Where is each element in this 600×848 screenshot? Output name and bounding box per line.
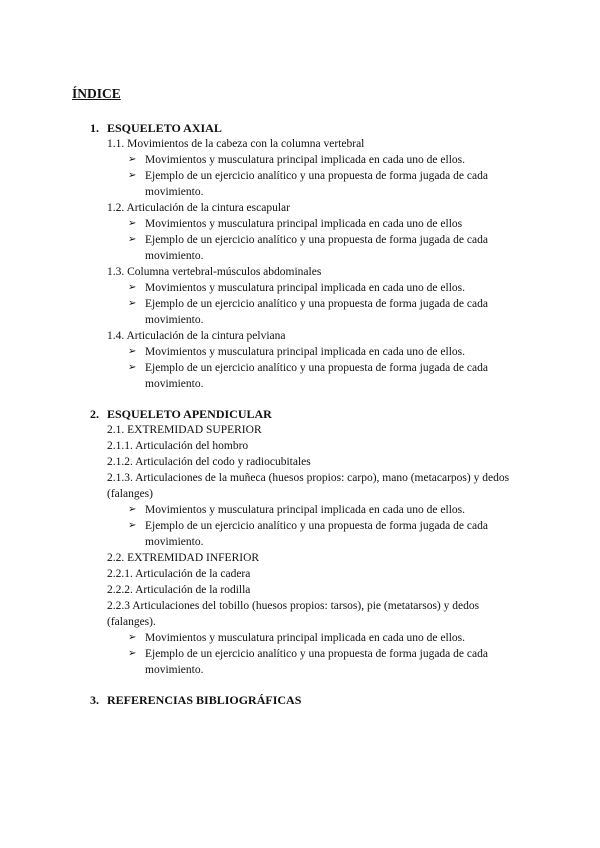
section-number: 3.: [90, 693, 99, 707]
list-item: ➢ Movimientos y musculatura principal implicada en cada uno de ellos.: [128, 346, 465, 358]
arrowhead-bullet-icon: ➢: [128, 218, 137, 229]
bullet-list: [0, 344, 600, 392]
arrowhead-bullet-icon: ➢: [128, 504, 137, 515]
subsection-2-2-2: 2.2.2. Articulación de la rodilla: [107, 584, 251, 596]
list-item: ➢ Movimientos y musculatura principal implicada en cada uno de ellos.: [128, 632, 465, 644]
bullet-list: [0, 630, 600, 678]
section-number: 2.: [90, 407, 99, 421]
subsection-1-2: 1.2. Articulación de la cintura escapular: [107, 202, 290, 214]
list-item: ➢ Ejemplo de un ejercicio analítico y una propuesta de forma jugada de cada movimiento.: [128, 648, 488, 676]
list-item: ➢ Ejemplo de un ejercicio analítico y una propuesta de forma jugada de cada movimiento.: [128, 170, 488, 198]
subsection-1-1: 1.1. Movimientos de la cabeza con la columna vertebral: [107, 138, 365, 150]
section-esqueleto-apendicular: [0, 406, 600, 678]
subsection-1-4: 1.4. Articulación de la cintura pelviana: [107, 330, 286, 342]
index-title: ÍNDICE: [72, 86, 121, 101]
arrowhead-bullet-icon: ➢: [128, 234, 137, 245]
bullet-list: [0, 280, 600, 328]
arrowhead-bullet-icon: ➢: [128, 298, 137, 309]
arrowhead-bullet-icon: ➢: [128, 632, 137, 643]
list-item: ➢ Movimientos y musculatura principal implicada en cada uno de ellos.: [128, 504, 465, 516]
section-heading: [0, 692, 600, 708]
arrowhead-bullet-icon: ➢: [128, 346, 137, 357]
list-item: ➢ Movimientos y musculatura principal implicada en cada uno de ellos: [128, 218, 463, 230]
list-item: ➢ Movimientos y musculatura principal implicada en cada uno de ellos.: [128, 282, 465, 294]
list-item: ➢ Ejemplo de un ejercicio analítico y una propuesta de forma jugada de cada movimiento.: [128, 362, 488, 390]
subsection-2-1-2: 2.1.2. Articulación del codo y radiocubitales: [107, 456, 311, 468]
subsection-1-3: 1.3. Columna vertebral-músculos abdominales: [107, 266, 322, 278]
section-referencias: [0, 692, 600, 708]
section-number: 1.: [90, 121, 99, 135]
bullet-list: [0, 502, 600, 550]
list-item: ➢ Movimientos y musculatura principal implicada en cada uno de ellos.: [128, 154, 465, 166]
section-heading: [0, 120, 600, 136]
list-item: ➢ Ejemplo de un ejercicio analítico y una propuesta de forma jugada de cada movimiento.: [128, 520, 488, 548]
subsection-2-1-1: 2.1.1. Articulación del hombro: [107, 440, 249, 452]
subsection-2-2-3: 2.2.3 Articulaciones del tobillo (huesos propios: tarsos), pie (metatarsos) y dedos (falanges).: [107, 600, 480, 628]
subsection-2-2: 2.2. EXTREMIDAD INFERIOR: [107, 552, 260, 564]
arrowhead-bullet-icon: ➢: [128, 170, 137, 181]
arrowhead-bullet-icon: ➢: [128, 154, 137, 165]
list-item: ➢ Ejemplo de un ejercicio analítico y una propuesta de forma jugada de cada movimiento.: [128, 234, 488, 262]
list-item: ➢ Ejemplo de un ejercicio analítico y una propuesta de forma jugada de cada movimiento.: [128, 298, 488, 326]
section-title: REFERENCIAS BIBLIOGRÁFICAS: [107, 693, 302, 707]
table-of-contents: [0, 120, 600, 722]
subsection-2-1-3: 2.1.3. Articulaciones de la muñeca (huesos propios: carpo), mano (metacarpos) y dedos (falanges): [107, 472, 510, 500]
section-heading: [0, 406, 600, 422]
arrowhead-bullet-icon: ➢: [128, 362, 137, 373]
arrowhead-bullet-icon: ➢: [128, 648, 137, 659]
bullet-list: [0, 216, 600, 264]
subsection-2-2-1: 2.2.1. Articulación de la cadera: [107, 568, 251, 580]
section-title: ESQUELETO AXIAL: [107, 121, 222, 135]
subsection-2-1: 2.1. EXTREMIDAD SUPERIOR: [107, 424, 262, 436]
section-esqueleto-axial: [0, 120, 600, 392]
arrowhead-bullet-icon: ➢: [128, 282, 137, 293]
bullet-list: [0, 152, 600, 200]
section-title: ESQUELETO APENDICULAR: [107, 407, 272, 421]
arrowhead-bullet-icon: ➢: [128, 520, 137, 531]
